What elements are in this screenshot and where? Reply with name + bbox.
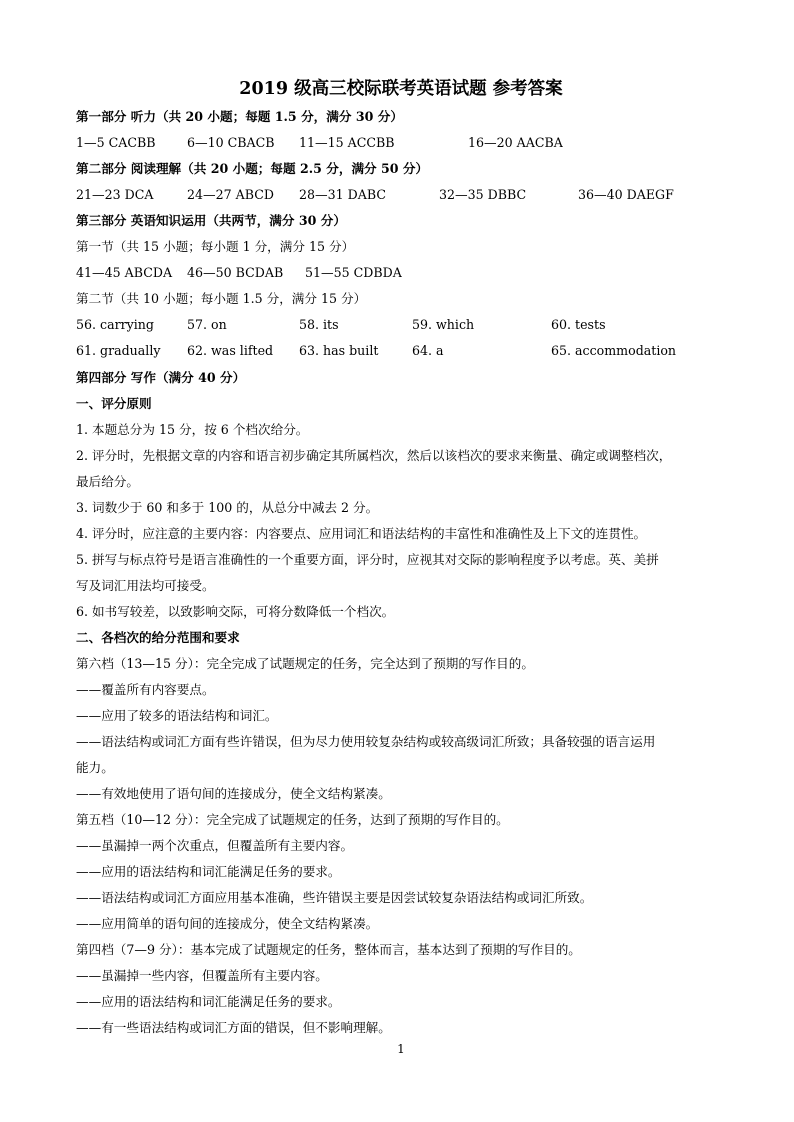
level-line: ——有效地使用了语句间的连接成分，使全文结构紧凑。 <box>76 786 391 801</box>
level-line: ——应用的语法结构和词汇能满足任务的要求。 <box>76 994 341 1009</box>
answer-group: 46—50 BCDAB <box>187 265 284 280</box>
principle-line: 4. 评分时，应注意的主要内容：内容要点、应用词汇和语法结构的丰富性和准确性及上下文的连贯性。 <box>76 526 647 541</box>
part3-heading: 第三部分 英语知识运用（共两节，满分 30 分） <box>76 213 346 228</box>
answer-item: 58. its <box>299 317 339 332</box>
level-line: 第六档（13—15 分）：完全完成了试题规定的任务，完全达到了预期的写作目的。 <box>76 656 534 671</box>
levels-heading: 二、各档次的给分范围和要求 <box>76 630 240 645</box>
level-line: ——应用简单的语句间的连接成分，使全文结构紧凑。 <box>76 916 379 931</box>
part3-section2-heading: 第二节（共 10 小题；每小题 1.5 分，满分 15 分） <box>76 291 367 306</box>
answer-group: 28—31 DABC <box>299 187 386 202</box>
answer-group: 16—20 AACBA <box>468 135 563 150</box>
page-title: 2019 级高三校际联考英语试题 参考答案 <box>239 79 563 99</box>
answer-group: 41—45 ABCDA <box>76 265 173 280</box>
answer-group: 11—15 ACCBB <box>299 135 395 150</box>
answer-group: 36—40 DAEGF <box>578 187 674 202</box>
answer-group: 21—23 DCA <box>76 187 154 202</box>
principle-line: 2. 评分时，先根据文章的内容和语言初步确定其所属档次，然后以该档次的要求来衡量、确定或调整档次， <box>76 448 672 463</box>
principle-line: 5. 拼写与标点符号是语言准确性的一个重要方面，评分时，应视其对交际的影响程度予以考虑。英、美拼 <box>76 552 659 567</box>
level-line: ——语法结构或词汇方面有些许错误，但为尽力使用较复杂结构或较高级词汇所致；具备较强的语言运用 <box>76 734 656 749</box>
answer-item: 64. a <box>412 343 444 358</box>
answer-item: 59. which <box>412 317 475 332</box>
answer-group: 32—35 DBBC <box>439 187 527 202</box>
answer-item: 62. was lifted <box>187 343 274 358</box>
level-line: ——虽漏掉一些内容，但覆盖所有主要内容。 <box>76 968 328 983</box>
principle-line: 6. 如书写较差，以致影响交际，可将分数降低一个档次。 <box>76 604 395 619</box>
part1-heading: 第一部分 听力（共 20 小题；每题 1.5 分，满分 30 分） <box>76 109 403 124</box>
answer-group: 6—10 CBACB <box>187 135 275 150</box>
principle-line: 1. 本题总分为 15 分，按 6 个档次给分。 <box>76 422 309 437</box>
answer-group: 51—55 CDBDA <box>305 265 402 280</box>
part3-section1-heading: 第一节（共 15 小题；每小题 1 分，满分 15 分） <box>76 239 355 254</box>
part2-heading: 第二部分 阅读理解（共 20 小题；每题 2.5 分，满分 50 分） <box>76 161 429 176</box>
principle-line: 最后给分。 <box>76 474 139 489</box>
answer-item: 60. tests <box>551 317 606 332</box>
level-line: 第四档（7—9 分）：基本完成了试题规定的任务，整体而言，基本达到了预期的写作目的。 <box>76 942 581 957</box>
level-line: 能力。 <box>76 760 114 775</box>
page-number: 1 <box>397 1042 405 1056</box>
level-line: ——覆盖所有内容要点。 <box>76 682 215 697</box>
principle-line: 3. 词数少于 60 和多于 100 的，从总分中减去 2 分。 <box>76 500 379 515</box>
part4-heading: 第四部分 写作（满分 40 分） <box>76 370 246 385</box>
principles-heading: 一、评分原则 <box>76 396 152 411</box>
answer-item: 63. has built <box>299 343 379 358</box>
answer-item: 65. accommodation <box>551 343 677 358</box>
answer-item: 57. on <box>187 317 227 332</box>
level-line: ——虽漏掉一两个次重点，但覆盖所有主要内容。 <box>76 838 354 853</box>
level-line: 第五档（10—12 分）：完全完成了试题规定的任务，达到了预期的写作目的。 <box>76 812 509 827</box>
principle-line: 写及词汇用法均可接受。 <box>76 578 215 593</box>
level-line: ——有一些语法结构或词汇方面的错误，但不影响理解。 <box>76 1020 391 1035</box>
answer-item: 61. gradually <box>76 343 161 358</box>
level-line: ——应用的语法结构和词汇能满足任务的要求。 <box>76 864 341 879</box>
answer-item: 56. carrying <box>76 317 154 332</box>
level-line: ——语法结构或词汇方面应用基本准确，些许错误主要是因尝试较复杂语法结构或词汇所致。 <box>76 890 593 905</box>
level-line: ——应用了较多的语法结构和词汇。 <box>76 708 278 723</box>
answer-group: 24—27 ABCD <box>187 187 274 202</box>
answer-group: 1—5 CACBB <box>76 135 156 150</box>
